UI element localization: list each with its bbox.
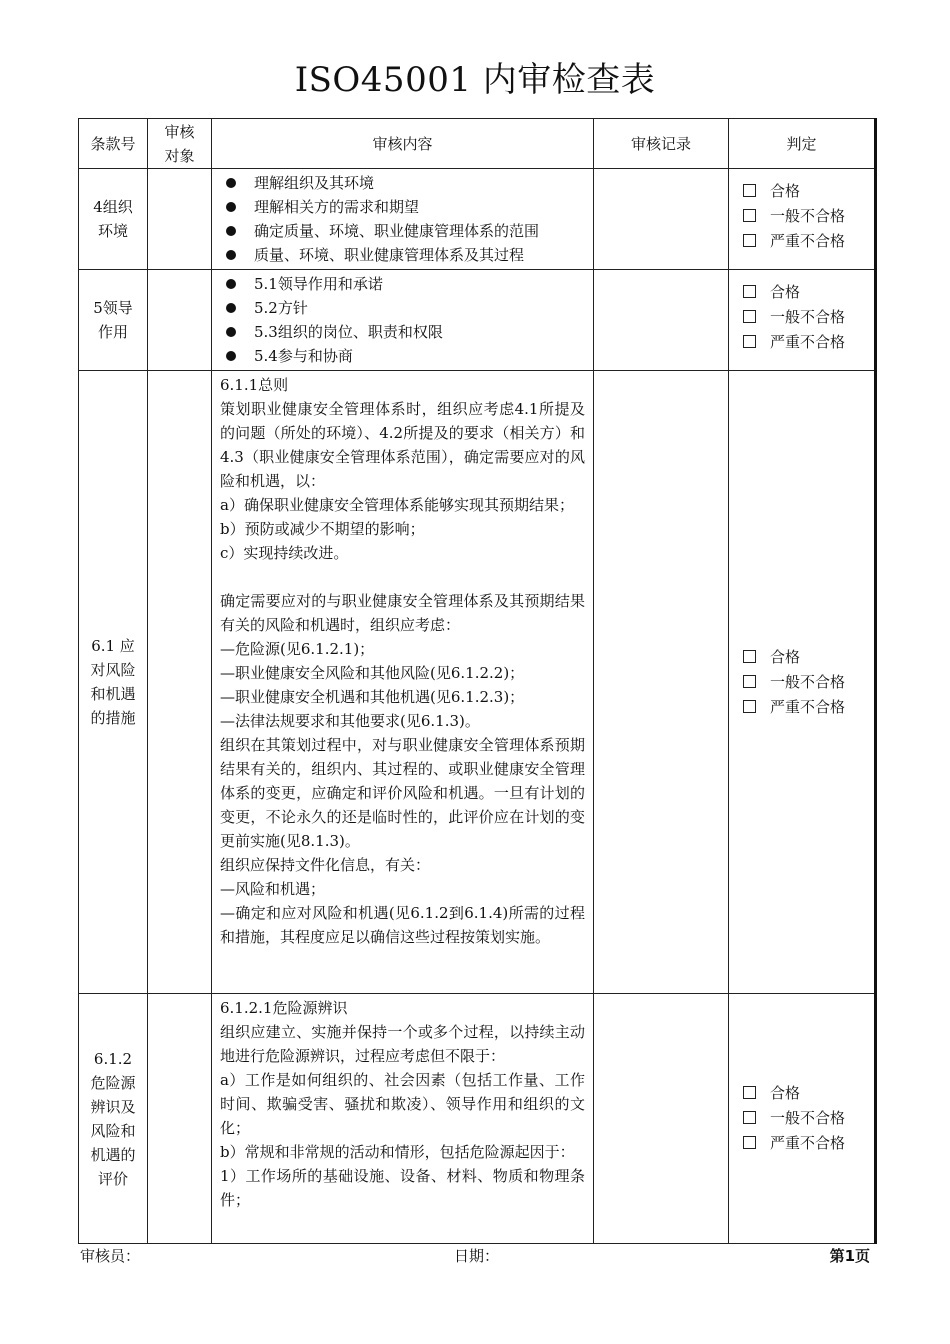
page-number: 第1页	[829, 1247, 870, 1265]
checkbox-icon[interactable]	[743, 675, 756, 688]
header-row	[79, 119, 876, 169]
content-paragraph: 组织应保持文件化信息，有关：	[220, 856, 431, 874]
content-paragraph: —确定和应对风险和机遇(见6.1.2到6.1.4)所需的过程和措施，其程度应足以确信这些过程按策划实施。	[220, 904, 585, 946]
object-cell[interactable]	[148, 169, 212, 270]
bullet-dot-icon	[226, 202, 236, 212]
verdict-option[interactable]: 严重不合格	[743, 330, 874, 355]
verdict-option[interactable]: 合格	[743, 179, 874, 204]
list-item: 理解组织及其环境	[220, 171, 585, 195]
bullet-dot-icon	[226, 279, 236, 289]
content-cell	[212, 994, 594, 1244]
content-cell	[212, 270, 594, 371]
list-item: 确定质量、环境、职业健康管理体系的范围	[220, 219, 585, 243]
header-object: 审核对象	[148, 119, 212, 169]
bullet-dot-icon	[226, 226, 236, 236]
clause-cell: 6.1.2危险源辨识及风险和机遇的评价	[79, 994, 148, 1244]
bullet-dot-icon	[226, 250, 236, 260]
list-item: 5.3组织的岗位、职责和权限	[220, 320, 585, 344]
content-paragraph: —职业健康安全风险和其他风险(见6.1.2.2)；	[220, 664, 525, 682]
date-label: 日期：	[454, 1247, 500, 1265]
checkbox-icon[interactable]	[743, 285, 756, 298]
content-paragraph: b）预防或减少不期望的影响；	[220, 520, 425, 538]
content-paragraph: 确定需要应对的与职业健康安全管理体系及其预期结果有关的风险和机遇时，组织应考虑：	[220, 592, 585, 634]
table-row	[79, 169, 876, 270]
verdict-option[interactable]: 严重不合格	[743, 229, 874, 254]
table-row	[79, 994, 876, 1244]
header-clause: 条款号	[79, 119, 148, 169]
content-paragraph: —危险源(见6.1.2.1)；	[220, 640, 375, 658]
object-cell[interactable]	[148, 270, 212, 371]
checkbox-icon[interactable]	[743, 310, 756, 323]
header-record: 审核记录	[594, 119, 729, 169]
list-item: 理解相关方的需求和期望	[220, 195, 585, 219]
verdict-option[interactable]: 合格	[743, 1081, 874, 1106]
content-paragraph: 策划职业健康安全管理体系时，组织应考虑4.1所提及的问题（所处的环境）、4.2所提及的要求（相关方）和 4.3（职业健康安全管理体系范围），确定需要应对的风险和机遇，以：	[220, 400, 585, 490]
content-paragraph: —法律法规要求和其他要求(见6.1.3)。	[220, 712, 480, 730]
object-cell[interactable]	[148, 994, 212, 1244]
content-paragraph: —风险和机遇；	[220, 880, 326, 898]
verdict-option[interactable]: 一般不合格	[743, 670, 874, 695]
content-cell	[212, 169, 594, 270]
verdict-cell	[729, 169, 876, 270]
header-verdict: 判定	[729, 119, 876, 169]
checkbox-icon[interactable]	[743, 1111, 756, 1124]
bullet-dot-icon	[226, 351, 236, 361]
clause-cell: 5领导作用	[79, 270, 148, 371]
checkbox-icon[interactable]	[743, 234, 756, 247]
bullet-dot-icon	[226, 178, 236, 188]
content-paragraph: c）实现持续改进。	[220, 544, 349, 562]
content-paragraph: 组织应建立、实施并保持一个或多个过程，以持续主动地进行危险源辨识，过程应考虑但不限于：	[220, 1023, 585, 1065]
verdict-option[interactable]: 一般不合格	[743, 204, 874, 229]
record-cell[interactable]	[594, 169, 729, 270]
checkbox-icon[interactable]	[743, 335, 756, 348]
content-paragraph: 组织在其策划过程中，对与职业健康安全管理体系预期结果有关的，组织内、其过程的、或职业健康安全管理体系的变更，应确定和评价风险和机遇。一旦有计划的变更，不论永久的还是临时性的，此评价应在计划的变更前实施(见8.1.3)。	[220, 736, 585, 850]
table-row	[79, 371, 876, 994]
checkbox-icon[interactable]	[743, 1136, 756, 1149]
verdict-option[interactable]: 合格	[743, 280, 874, 305]
content-paragraph: 1）工作场所的基础设施、设备、材料、物质和物理条件；	[220, 1167, 585, 1209]
page-title: ISO45001 内审检查表	[294, 60, 656, 100]
content-paragraph: —职业健康安全机遇和其他机遇(见6.1.2.3)；	[220, 688, 525, 706]
header-content: 审核内容	[212, 119, 594, 169]
content-paragraph-blank	[220, 565, 585, 589]
bullet-dot-icon	[226, 303, 236, 313]
verdict-cell	[729, 270, 876, 371]
list-item: 5.2方针	[220, 296, 585, 320]
checkbox-icon[interactable]	[743, 209, 756, 222]
verdict-option[interactable]: 一般不合格	[743, 1106, 874, 1131]
content-paragraph: a）确保职业健康安全管理体系能够实现其预期结果；	[220, 496, 574, 514]
verdict-option[interactable]: 严重不合格	[743, 695, 874, 720]
content-paragraph: 6.1.1总则	[220, 376, 289, 394]
verdict-option[interactable]: 合格	[743, 645, 874, 670]
page-footer	[80, 1245, 870, 1269]
content-bullets	[220, 272, 585, 368]
content-bullets	[220, 171, 585, 267]
verdict-option[interactable]: 一般不合格	[743, 305, 874, 330]
table-row	[79, 270, 876, 371]
checkbox-icon[interactable]	[743, 650, 756, 663]
clause-cell: 4组织环境	[79, 169, 148, 270]
record-cell[interactable]	[594, 371, 729, 994]
content-paragraph: b）常规和非常规的活动和情形，包括危险源起因于：	[220, 1143, 575, 1161]
content-cell	[212, 371, 594, 994]
audit-checklist-table	[78, 118, 877, 1244]
verdict-cell	[729, 371, 876, 994]
object-cell[interactable]	[148, 371, 212, 994]
record-cell[interactable]	[594, 270, 729, 371]
list-item: 5.1领导作用和承诺	[220, 272, 585, 296]
list-item: 质量、环境、职业健康管理体系及其过程	[220, 243, 585, 267]
checkbox-icon[interactable]	[743, 184, 756, 197]
record-cell[interactable]	[594, 994, 729, 1244]
checkbox-icon[interactable]	[743, 700, 756, 713]
verdict-cell	[729, 994, 876, 1244]
auditor-label: 审核员：	[80, 1247, 141, 1265]
content-paragraph: 6.1.2.1危险源辨识	[220, 999, 348, 1017]
content-paragraph: a）工作是如何组织的、社会因素（包括工作量、工作时间、欺骗受害、骚扰和欺凌）、领导作用和组织的文化；	[220, 1071, 585, 1137]
checkbox-icon[interactable]	[743, 1086, 756, 1099]
clause-cell: 6.1 应对风险和机遇的措施	[79, 371, 148, 994]
verdict-option[interactable]: 严重不合格	[743, 1131, 874, 1156]
bullet-dot-icon	[226, 327, 236, 337]
list-item: 5.4参与和协商	[220, 344, 585, 368]
